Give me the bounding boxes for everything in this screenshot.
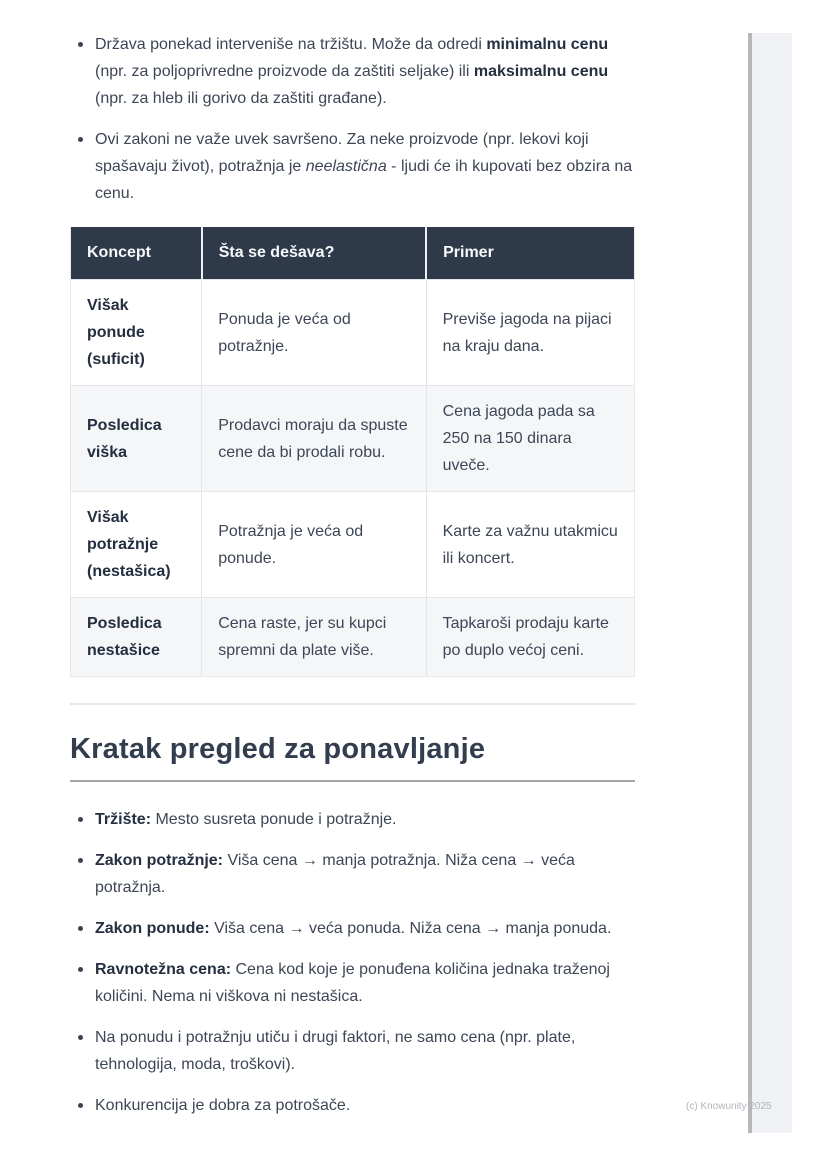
- cell-concept: Posledica viška: [71, 386, 202, 492]
- text: Viša cena → manja potražnja. Niža cena → veća potražnja.: [95, 852, 575, 896]
- column-header-koncept: Koncept: [71, 227, 202, 280]
- cell-concept: Posledica nestašice: [71, 598, 202, 677]
- list-item: [95, 956, 635, 1010]
- cell-example: Tapkaroši prodaju karte po duplo većoj ceni.: [426, 598, 634, 677]
- italic-text: neelastična: [305, 158, 387, 175]
- watermark: (c) Knowunity 2025: [686, 1101, 772, 1112]
- text: Viša cena → veća ponuda. Niža cena → manja ponuda.: [209, 920, 612, 937]
- list-item: [95, 806, 635, 833]
- bold-text: Zakon potražnje:: [95, 852, 224, 869]
- bold-text: Tržište:: [95, 811, 152, 828]
- cell-concept: Višak potražnje (nestašica): [71, 492, 202, 598]
- cell-concept: Višak ponude (suficit): [71, 280, 202, 386]
- cell-example: Karte za važnu utakmicu ili koncert.: [426, 492, 634, 598]
- text: - ljudi će ih kupovati bez obzira na cenu.: [95, 158, 633, 202]
- text: Mesto susreta ponude i potražnje.: [151, 811, 397, 828]
- cell-what: Prodavci moraju da spuste cene da bi prodali robu.: [202, 386, 426, 492]
- bold-text: Ravnotežna cena:: [95, 961, 232, 978]
- bold-text: Zakon ponude:: [95, 920, 210, 937]
- scrollbar-thumb[interactable]: [748, 33, 752, 1133]
- table-body: [71, 280, 635, 677]
- table-row: [71, 280, 635, 386]
- cell-what: Ponuda je veća od potražnje.: [202, 280, 426, 386]
- list-item: [95, 126, 635, 207]
- column-header-sta-se-desava: Šta se dešava?: [202, 227, 426, 280]
- text: Konkurencija je dobra za potrošače.: [95, 1097, 351, 1114]
- cell-example: Cena jagoda pada sa 250 na 150 dinara uveče.: [426, 386, 634, 492]
- cell-what: Cena raste, jer su kupci spremni da plate više.: [202, 598, 426, 677]
- table-header-row: [71, 227, 635, 280]
- document-content: [70, 31, 635, 1133]
- list-item: [95, 31, 635, 112]
- table-row: [71, 492, 635, 598]
- text: Ovi zakoni ne važe uvek savršeno. Za neke proizvode (npr. lekovi koji spašavaju život), potražnja je: [95, 131, 589, 175]
- section-divider: [70, 703, 635, 705]
- list-item: [95, 915, 635, 942]
- list-item: [95, 1024, 635, 1078]
- bold-text: minimalnu cenu: [486, 36, 609, 53]
- table-row: [71, 386, 635, 492]
- text: Cena kod koje je ponuđena količina jednaka traženoj količini. Nema ni viškova ni nestašica.: [95, 961, 610, 1005]
- list-item: [95, 847, 635, 901]
- text: Na ponudu i potražnju utiču i drugi faktori, ne samo cena (npr. plate, tehnologija, moda, troškovi).: [95, 1029, 576, 1073]
- text: (npr. za poljoprivredne proizvode da zaštiti seljake) ili: [95, 63, 474, 80]
- cell-example: Previše jagoda na pijaci na kraju dana.: [426, 280, 634, 386]
- table-header: [71, 227, 635, 280]
- list-item: [95, 1092, 635, 1119]
- table-row: [71, 598, 635, 677]
- scrollbar-track: [752, 33, 792, 1133]
- intro-list: [70, 31, 635, 207]
- text: (npr. za hleb ili gorivo da zaštiti građane).: [95, 90, 387, 107]
- page-title: Kratak pregled za ponavljanje: [70, 733, 635, 782]
- text: Država ponekad interveniše na tržištu. Može da odredi: [95, 36, 487, 53]
- review-list: [70, 806, 635, 1119]
- concepts-table: [70, 227, 635, 677]
- column-header-primer: Primer: [426, 227, 634, 280]
- bold-text: maksimalnu cenu: [473, 63, 609, 80]
- cell-what: Potražnja je veća od ponude.: [202, 492, 426, 598]
